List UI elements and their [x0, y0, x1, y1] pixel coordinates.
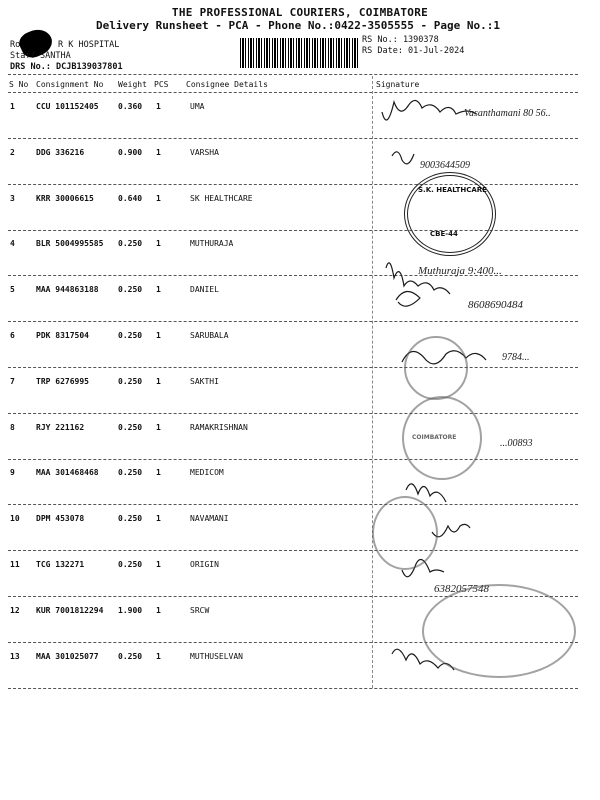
signature-6: 9784...	[502, 352, 530, 363]
row-sno: 7	[10, 376, 15, 386]
stamp-sk-bottom: CBE-44	[430, 230, 458, 238]
row-weight: 0.250	[118, 560, 143, 569]
signature-5: 8608690484	[468, 299, 523, 311]
row-consignee: MUTHUSELVAN	[190, 651, 243, 661]
signature-1: Vasanthamani 80 56..	[464, 108, 551, 119]
row-consignee: RAMAKRISHNAN	[190, 422, 248, 432]
row-sno: 12	[10, 605, 20, 615]
row-consignment-no: TRP 6276995	[36, 376, 89, 386]
row-sno: 11	[10, 560, 20, 569]
row-pcs: 1	[156, 651, 161, 661]
row-consignee: ORIGIN	[190, 560, 219, 569]
row-consignment-no: RJY 221162	[36, 422, 85, 432]
oval-stamp	[422, 584, 576, 678]
route-name: R K HOSPITAL	[58, 40, 120, 50]
runsheet-subtitle: Delivery Runsheet - PCA - Phone No.:0422-3505555 - Page No.:1	[96, 19, 500, 32]
col-weight: Weight	[118, 80, 147, 89]
row-consignment-no: CCU 101152405	[36, 102, 99, 111]
row-sno: 2	[10, 147, 15, 157]
row-consignee: SRCW	[190, 605, 210, 615]
sk-healthcare-stamp	[404, 172, 496, 256]
stamp-sk-top: S.K. HEALTHCARE	[418, 186, 487, 194]
row-weight: 0.250	[118, 285, 143, 295]
row-consignment-no: MAA 944863188	[36, 285, 99, 295]
row-consignee: VARSHA	[190, 147, 219, 157]
row-weight: 0.250	[118, 376, 143, 386]
signature-12: 6382057548	[434, 583, 489, 595]
col-sno: S No	[9, 80, 29, 89]
barcode	[240, 38, 358, 68]
row-pcs: 1	[156, 147, 161, 157]
row-consignee: UMA	[190, 102, 205, 111]
row-pcs: 1	[156, 468, 161, 478]
row-sno: 4	[10, 239, 15, 249]
signature-2: 9003644509	[420, 160, 470, 171]
row-weight: 1.900	[118, 605, 143, 615]
row-weight: 0.640	[118, 193, 143, 203]
row-consignee: MEDICOM	[190, 468, 224, 478]
col-consignee: Consignee Details	[186, 80, 268, 89]
row-pcs: 1	[156, 285, 161, 295]
row-weight: 0.900	[118, 147, 143, 157]
rule-top	[8, 74, 578, 75]
rubber-stamp-3	[372, 496, 438, 570]
row-consignment-no: MAA 301025077	[36, 651, 99, 661]
row-consignment-no: DPM 453078	[36, 514, 85, 524]
rubber-stamp-1	[404, 336, 468, 400]
row-sno: 9	[10, 468, 15, 478]
stamp-coimbatore: COIMBATORE	[412, 434, 457, 441]
row-consignment-no: PDK 8317504	[36, 331, 89, 340]
row-consignment-no: TCG 132271	[36, 560, 85, 569]
col-consignment: Consignment No	[36, 80, 104, 89]
row-weight: 0.250	[118, 331, 143, 340]
row-consignment-no: KUR 7001812294	[36, 605, 104, 615]
row-sno: 3	[10, 193, 15, 203]
row-sno: 13	[10, 651, 20, 661]
row-consignment-no: DDG 336216	[36, 147, 85, 157]
signature-8: ...00893	[500, 438, 533, 449]
row-consignment-no: BLR 5004995585	[36, 239, 104, 249]
row-weight: 0.250	[118, 468, 143, 478]
row-pcs: 1	[156, 193, 161, 203]
row-pcs: 1	[156, 331, 161, 340]
row-pcs: 1	[156, 605, 161, 615]
row-weight: 0.250	[118, 422, 143, 432]
col-signature: Signature	[376, 80, 420, 89]
row-consignee: SAKTHI	[190, 376, 219, 386]
staff-prefix: Staff	[10, 51, 36, 61]
row-sno: 6	[10, 331, 15, 340]
row-sno: 5	[10, 285, 15, 295]
rs-date: RS Date: 01-Jul-2024	[362, 46, 465, 56]
row-consignee: MUTHURAJA	[190, 239, 234, 249]
row-weight: 0.250	[118, 514, 143, 524]
row-pcs: 1	[156, 102, 161, 111]
row-pcs: 1	[156, 376, 161, 386]
drs-number: DRS No.: DCJB139037801	[10, 62, 123, 72]
row-sno: 8	[10, 422, 15, 432]
route-prefix: Ro	[10, 40, 21, 50]
row-consignment-no: KRR 30006615	[36, 193, 94, 203]
row-weight: 0.360	[118, 102, 143, 111]
row-sno: 1	[10, 102, 15, 111]
staff-name: SANTHA	[40, 51, 71, 61]
row-sno: 10	[10, 514, 20, 524]
row-consignee: DANIEL	[190, 285, 219, 295]
signature-4: Muthuraja 9:400...	[418, 265, 502, 277]
row-pcs: 1	[156, 514, 161, 524]
row-consignment-no: MAA 301468468	[36, 468, 99, 478]
row-consignee: SARUBALA	[190, 331, 229, 340]
row-consignee: SK HEALTHCARE	[190, 193, 253, 203]
row-consignee: NAVAMANI	[190, 514, 229, 524]
row-pcs: 1	[156, 422, 161, 432]
row-pcs: 1	[156, 239, 161, 249]
col-pcs: PCS	[154, 80, 169, 89]
rs-number: RS No.: 1390378	[362, 35, 439, 45]
row-weight: 0.250	[118, 239, 143, 249]
row-pcs: 1	[156, 560, 161, 569]
row-weight: 0.250	[118, 651, 143, 661]
company-title: THE PROFESSIONAL COURIERS, COIMBATORE	[171, 6, 429, 19]
